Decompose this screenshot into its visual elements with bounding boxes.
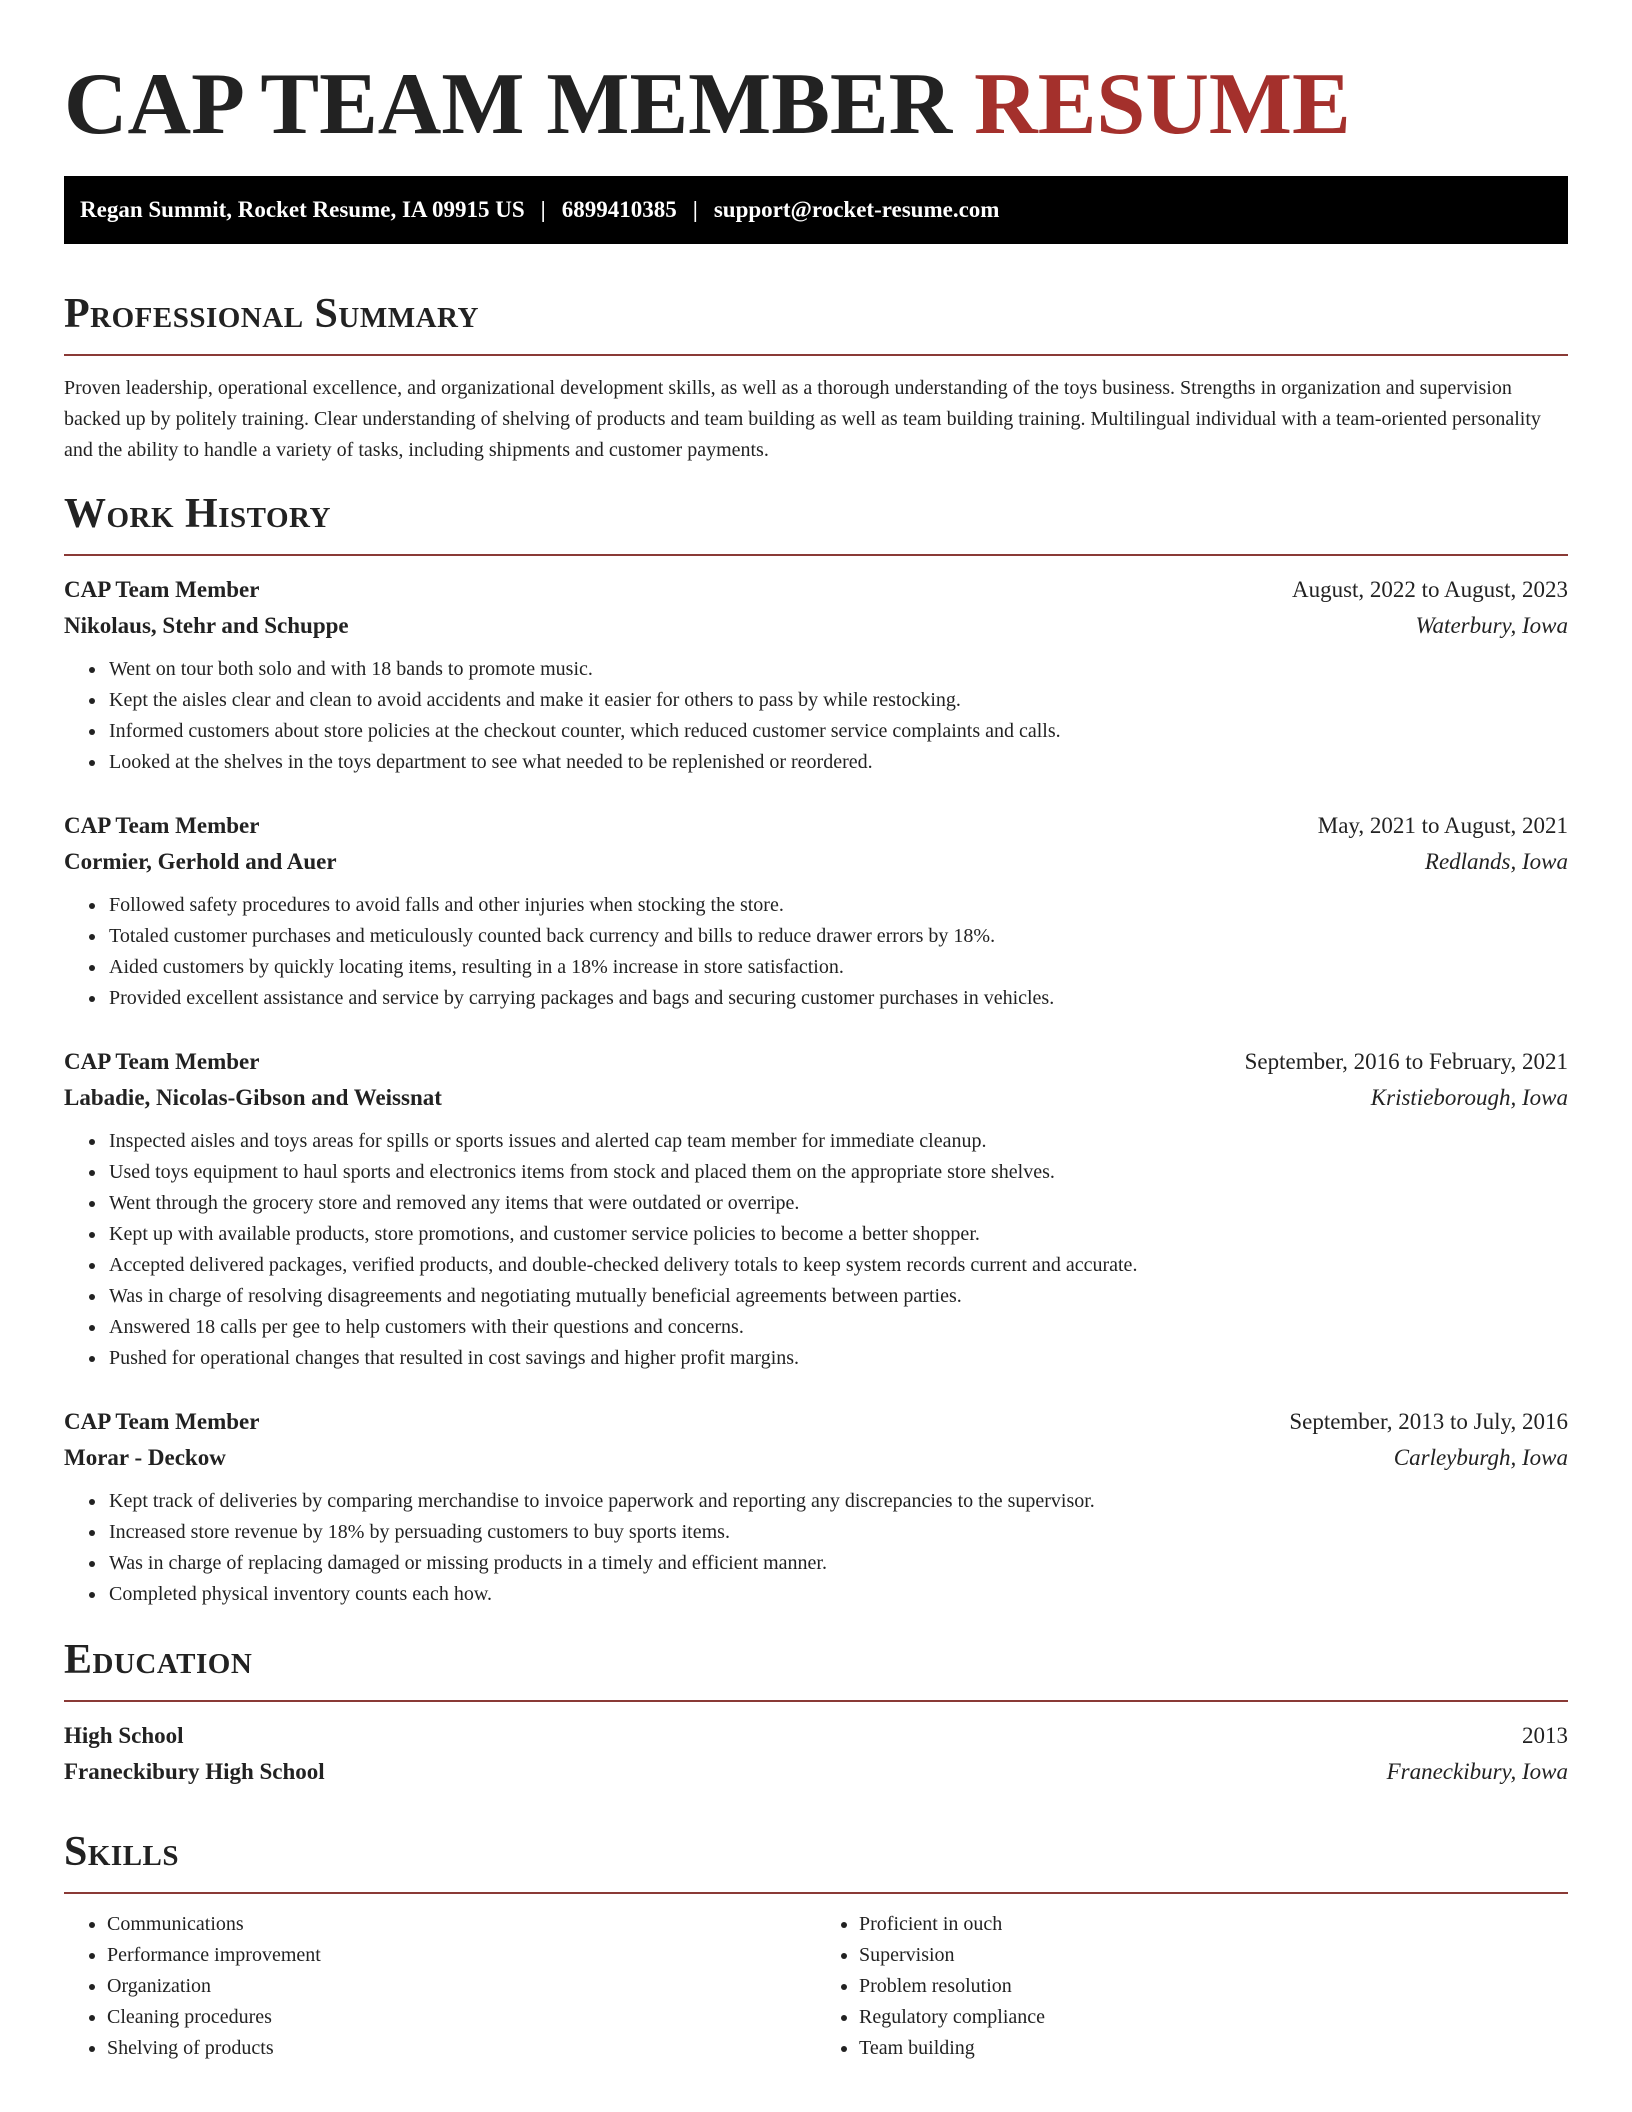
skill-item: • Regulatory compliance xyxy=(859,2002,1568,2033)
job-location: Redlands, Iowa xyxy=(1424,849,1568,874)
job-entry xyxy=(64,1404,1568,1610)
job-bullet: • Answered 18 calls per gee to help customers with their questions and concerns. xyxy=(107,1312,1568,1343)
skill-item: • Communications xyxy=(107,1909,816,1940)
work-history-section xyxy=(64,488,1568,1610)
contact-phone: 6899410385 xyxy=(561,197,677,222)
job-bullet: • Went through the grocery store and removed any items that were outdated or overripe. xyxy=(107,1188,1568,1219)
job-company: Morar - Deckow xyxy=(64,1445,226,1470)
job-bullet: • Provided excellent assistance and service by carrying packages and bags and securing customer purchases in vehicles. xyxy=(107,983,1568,1014)
job-bullet: • Increased store revenue by 18% by persuading customers to buy sports items. xyxy=(107,1517,1568,1548)
skill-item: • Performance improvement xyxy=(107,1940,816,1971)
job-bullet: • Kept up with available products, store promotions, and customer service policies to become a better shopper. xyxy=(107,1219,1568,1250)
section-rule xyxy=(64,1892,1568,1894)
title-accent: RESUME xyxy=(974,56,1351,153)
section-heading: Work History xyxy=(64,491,331,537)
job-bullets xyxy=(64,1486,1568,1610)
skill-item: • Cleaning procedures xyxy=(107,2002,816,2033)
job-bullet: • Pushed for operational changes that resulted in cost savings and higher profit margins. xyxy=(107,1343,1568,1374)
job-bullet: • Went on tour both solo and with 18 bands to promote music. xyxy=(107,654,1568,685)
contact-separator: | xyxy=(692,197,698,222)
contact-address: Regan Summit, Rocket Resume, IA 09915 US xyxy=(80,197,525,222)
job-company: Labadie, Nicolas-Gibson and Weissnat xyxy=(64,1085,442,1110)
skill-item: • Proficient in ouch xyxy=(859,1909,1568,1940)
section-heading: Skills xyxy=(64,1829,180,1875)
education-degree: High School xyxy=(64,1723,184,1748)
skills-columns xyxy=(64,1909,1568,2064)
section-rule xyxy=(64,354,1568,356)
skills-list-left xyxy=(64,1909,816,2064)
section-rule xyxy=(64,554,1568,556)
job-entry xyxy=(64,1044,1568,1374)
job-bullet: • Kept the aisles clear and clean to avoid accidents and make it easier for others to pass by while restocking. xyxy=(107,685,1568,716)
job-company: Cormier, Gerhold and Auer xyxy=(64,849,337,874)
skills-list-right xyxy=(816,1909,1568,2064)
skill-item: • Problem resolution xyxy=(859,1971,1568,2002)
job-bullet: • Accepted delivered packages, verified products, and double-checked delivery totals to keep system records current and accurate. xyxy=(107,1250,1568,1281)
job-dates: May, 2021 to August, 2021 xyxy=(1317,813,1568,838)
job-bullet: • Completed physical inventory counts each how. xyxy=(107,1579,1568,1610)
skill-item: • Team building xyxy=(859,2033,1568,2064)
job-title: CAP Team Member xyxy=(64,1049,260,1074)
skill-item: • Organization xyxy=(107,1971,816,2002)
section-heading: Education xyxy=(64,1637,253,1683)
job-location: Kristieborough, Iowa xyxy=(1370,1085,1568,1110)
job-dates: September, 2016 to February, 2021 xyxy=(1244,1049,1568,1074)
summary-text: Proven leadership, operational excellence, and organizational development skills, as well as a thorough understanding of the toys business. Strengths in organization and supervision backed up by politely training. Clear understanding of shelving of products and team building as well as team building training. Multilingual individual with a team-oriented personality and the ability to handle a variety of tasks, including shipments and customer payments. xyxy=(64,377,1541,461)
education-school: Franeckibury High School xyxy=(64,1759,325,1784)
education-entry xyxy=(64,1718,1568,1790)
job-bullet: • Was in charge of resolving disagreements and negotiating mutually beneficial agreements between parties. xyxy=(107,1281,1568,1312)
title-main: CAP TEAM MEMBER xyxy=(64,56,953,153)
job-location: Carleyburgh, Iowa xyxy=(1393,1445,1568,1470)
summary-section xyxy=(64,288,1568,466)
job-bullet: • Kept track of deliveries by comparing merchandise to invoice paperwork and reporting any discrepancies to the supervisor. xyxy=(107,1486,1568,1517)
job-dates: August, 2022 to August, 2023 xyxy=(1291,577,1568,602)
job-bullets xyxy=(64,654,1568,778)
job-bullet: • Totaled customer purchases and meticulously counted back currency and bills to reduce drawer errors by 18%. xyxy=(107,921,1568,952)
job-bullet: • Was in charge of replacing damaged or missing products in a timely and efficient manner. xyxy=(107,1548,1568,1579)
job-list xyxy=(64,572,1568,1610)
contact-separator: | xyxy=(540,197,546,222)
job-bullet: • Followed safety procedures to avoid falls and other injuries when stocking the store. xyxy=(107,890,1568,921)
section-rule xyxy=(64,1700,1568,1702)
job-entry xyxy=(64,808,1568,1014)
job-dates: September, 2013 to July, 2016 xyxy=(1289,1409,1568,1434)
job-title: CAP Team Member xyxy=(64,1409,260,1434)
job-bullet: • Inspected aisles and toys areas for spills or sports issues and alerted cap team member for immediate cleanup. xyxy=(107,1126,1568,1157)
education-year: 2013 xyxy=(1522,1723,1568,1748)
education-location: Franeckibury, Iowa xyxy=(1386,1759,1568,1784)
job-title: CAP Team Member xyxy=(64,813,260,838)
resume-title xyxy=(64,0,1568,176)
contact-bar xyxy=(64,176,1568,244)
job-entry xyxy=(64,572,1568,778)
skill-item: • Supervision xyxy=(859,1940,1568,1971)
job-bullet: • Informed customers about store policies at the checkout counter, which reduced customer service complaints and calls. xyxy=(107,716,1568,747)
job-bullet: • Aided customers by quickly locating items, resulting in a 18% increase in store satisfaction. xyxy=(107,952,1568,983)
skills-section xyxy=(64,1826,1568,2064)
job-bullets xyxy=(64,890,1568,1014)
job-company: Nikolaus, Stehr and Schuppe xyxy=(64,613,349,638)
job-bullet: • Used toys equipment to haul sports and electronics items from stock and placed them on the appropriate store shelves. xyxy=(107,1157,1568,1188)
contact-email: support@rocket-resume.com xyxy=(713,197,1000,222)
skill-item: • Shelving of products xyxy=(107,2033,816,2064)
education-section xyxy=(64,1634,1568,1790)
job-location: Waterbury, Iowa xyxy=(1415,613,1568,638)
job-bullet: • Looked at the shelves in the toys department to see what needed to be replenished or reordered. xyxy=(107,747,1568,778)
section-heading: Professional Summary xyxy=(64,291,479,337)
job-bullets xyxy=(64,1126,1568,1374)
job-title: CAP Team Member xyxy=(64,577,260,602)
